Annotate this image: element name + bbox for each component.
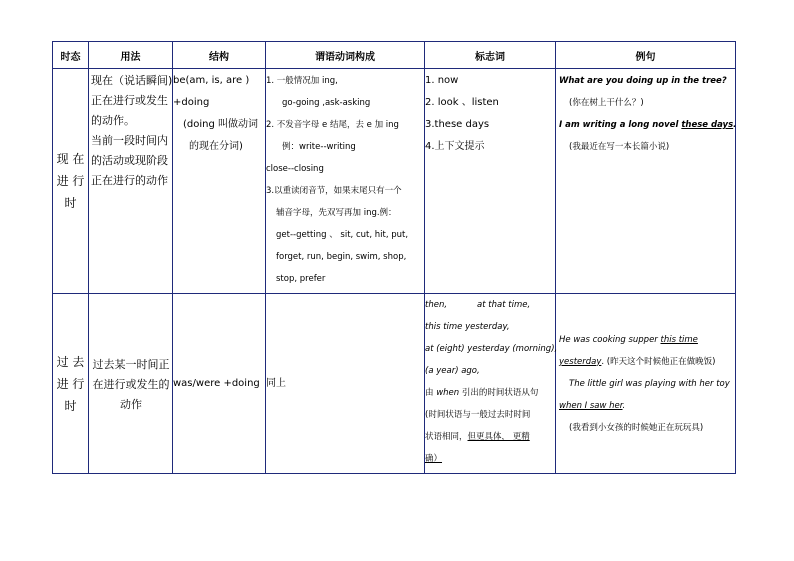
signal-words-cell: 1. now 2. look 、listen 3.these days 4.上下文提示: [425, 69, 556, 294]
header-structure: 结构: [173, 42, 266, 69]
signal-words-cell: then, at that time, this time yesterday, at (eight) yesterday (morning), (a year) ago, 由 when 引出的时间状语从句 (时间状语与一般过去时时间 状语相同，但更具体， 更精 确）: [425, 294, 556, 474]
header-signal-words: 标志词: [425, 42, 556, 69]
tense-cell: 过 去 进 行 时: [53, 294, 89, 474]
structure-cell: was/were +doing: [173, 294, 266, 474]
usage-cell: 现在（说话瞬间) 正在进行或发生 的动作。 当前一段时间内 的活动或现阶段 正在进行的动作: [89, 69, 173, 294]
table-row-past-continuous: [53, 294, 736, 474]
header-tense: 时态: [53, 42, 89, 69]
examples-cell: What are you doing up in the tree? (你在树上干什么？) I am writing a long novel these days. (我最近在写一本长篇小说): [556, 69, 736, 294]
formation-cell: 1. 一般情况加 ing, go-going ,ask-asking 2. 不发音字母 e 结尾，去 e 加 ing 例：write--writing close--closing 3.以重读闭音节，如果末尾只有一个 辅音字母，先双写再加 ing.例： get--getting 、 sit, cut, hit, put, forget, run, begin, swim, shop, stop, prefer: [266, 69, 425, 294]
tense-cell: 现 在 进 行 时: [53, 69, 89, 294]
header-formation: 谓语动词构成: [266, 42, 425, 69]
header-row: [53, 42, 736, 69]
formation-cell: 同上: [266, 294, 425, 474]
examples-cell: He was cooking supper this time yesterday. (昨天这个时候他正在做晚饭) The little girl was playing with her toy when I saw her. (我看到小女孩的时候她正在玩玩具): [556, 294, 736, 474]
usage-cell: 过去某一时间正 在进行或发生的 动作: [89, 294, 173, 474]
header-usage: 用法: [89, 42, 173, 69]
table-row-present-continuous: [53, 69, 736, 294]
grammar-table: [52, 41, 736, 474]
structure-cell: be(am, is, are ) +doing (doing 叫做动词 的现在分词): [173, 69, 266, 294]
header-examples: 例句: [556, 42, 736, 69]
